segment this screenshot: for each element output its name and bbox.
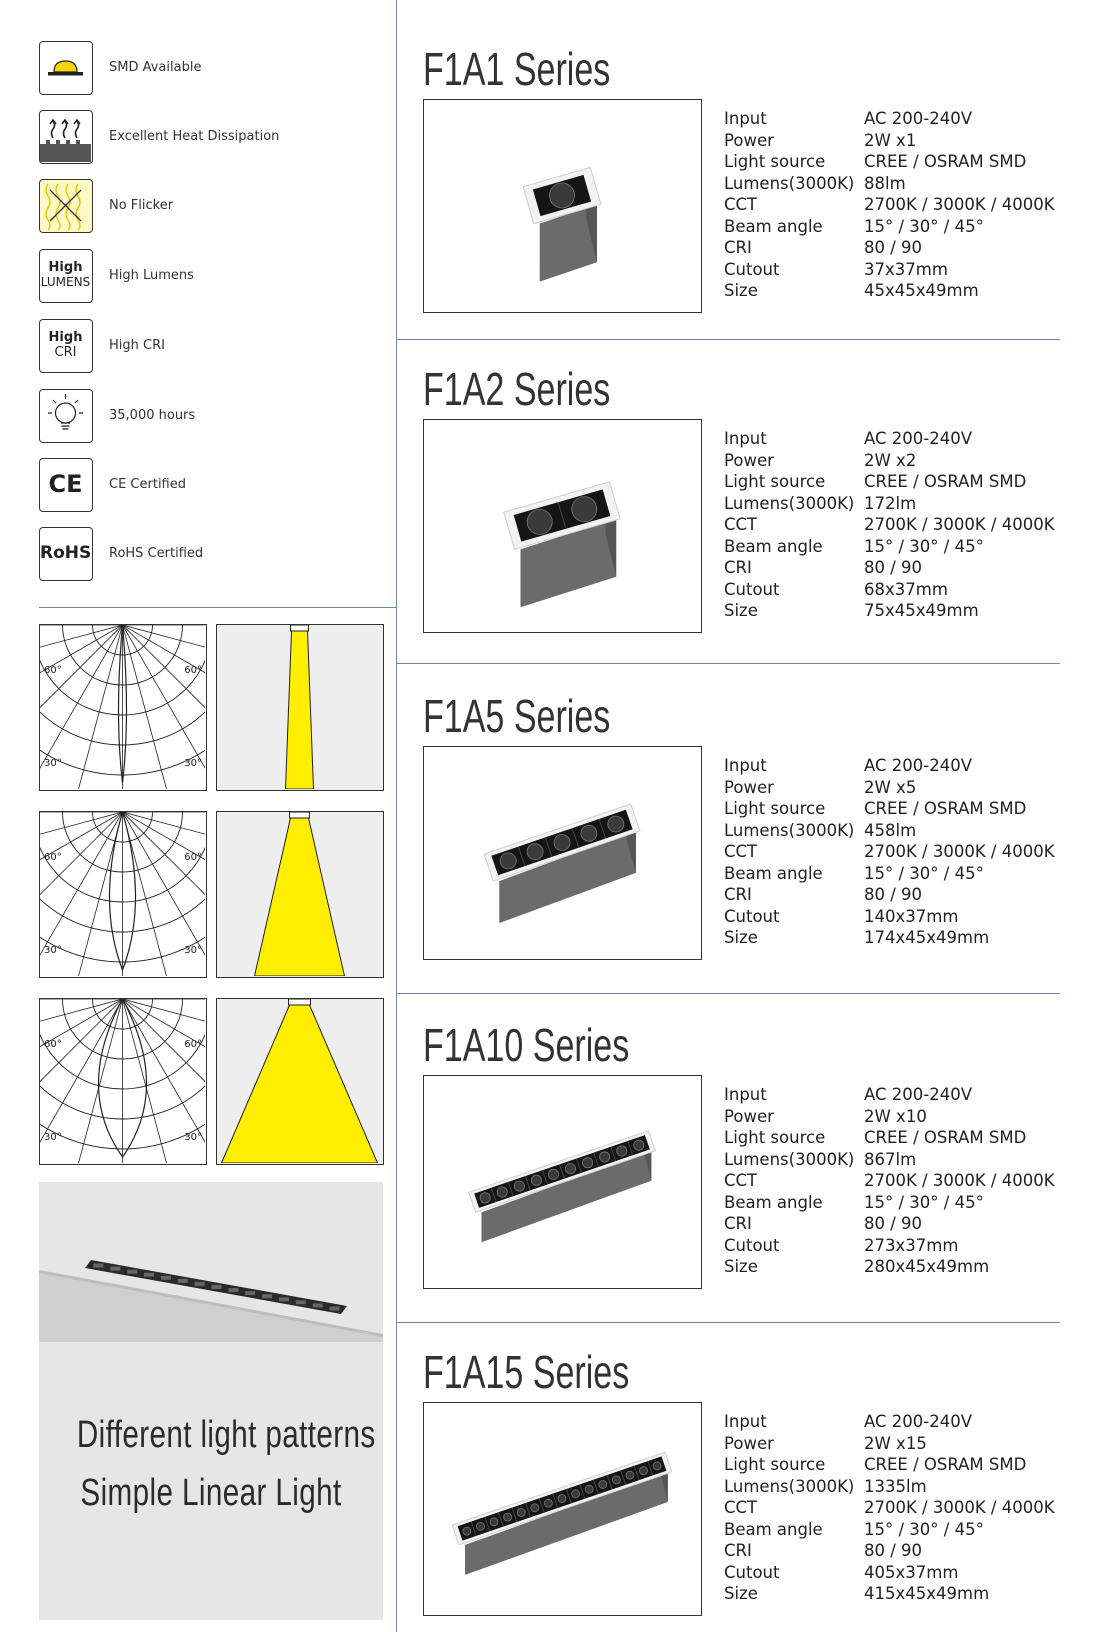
spec-table <box>724 428 1064 622</box>
spec-value: 174x45x49mm <box>864 928 990 947</box>
spec-key: Power <box>724 1433 774 1453</box>
spec-key: Lumens(3000K) <box>724 1149 855 1169</box>
product-image <box>423 746 702 960</box>
series-section <box>397 358 1060 638</box>
spec-value: CREE / OSRAM SMD <box>864 472 1027 491</box>
fixture-icon <box>424 420 700 631</box>
spec-row <box>724 471 1064 493</box>
product-image <box>423 99 702 313</box>
feature-label: SMD Available <box>109 60 202 75</box>
spec-value: AC 200-240V <box>864 429 972 448</box>
spec-value: 458lm <box>864 820 917 840</box>
spec-table <box>724 1411 1064 1605</box>
polar-svg <box>40 625 205 789</box>
feature-row <box>39 41 379 97</box>
spec-key: CCT <box>724 1498 758 1517</box>
spec-key: Power <box>724 130 774 150</box>
spec-row <box>724 514 1064 536</box>
spec-key: Beam angle <box>724 536 823 556</box>
spec-row <box>724 1256 1064 1278</box>
spec-row <box>724 1583 1064 1605</box>
spec-key: Input <box>724 756 767 775</box>
polar-label-lower-left: 30° <box>44 758 62 769</box>
spec-value: 2W x2 <box>864 450 917 470</box>
spec-value: 140x37mm <box>864 906 959 926</box>
icon-text: RoHS <box>40 543 92 563</box>
spec-key: Light source <box>724 799 826 818</box>
product-image <box>423 1402 702 1616</box>
spec-key: Power <box>724 777 774 797</box>
high-cri-icon <box>39 319 93 373</box>
spec-value: 2700K / 3000K / 4000K <box>864 1171 1055 1190</box>
icon-text: High <box>48 260 83 275</box>
feature-row <box>39 319 379 375</box>
polar-label-upper-left: 60° <box>44 1039 62 1050</box>
spec-row <box>724 108 1064 130</box>
spec-row <box>724 1497 1064 1519</box>
spec-value: 15° / 30° / 45° <box>864 863 984 883</box>
section-divider <box>397 1322 1060 1323</box>
spec-value: 80 / 90 <box>864 885 923 904</box>
polar-svg <box>40 999 205 1163</box>
tagline-line-2: Simple Linear Light <box>80 1472 342 1514</box>
linear-light-scene <box>39 1182 383 1342</box>
spec-row <box>724 130 1064 152</box>
series-section <box>397 1341 1060 1621</box>
feature-label: CE Certified <box>109 477 186 492</box>
spec-key: Size <box>724 281 758 300</box>
spec-row <box>724 863 1064 885</box>
spec-row <box>724 237 1064 259</box>
spec-value: CREE / OSRAM SMD <box>864 1455 1027 1474</box>
spec-key: CCT <box>724 842 758 861</box>
series-title: F1A2 Series <box>423 363 611 415</box>
spec-row <box>724 1149 1064 1171</box>
beam-svg <box>217 812 382 976</box>
spec-row <box>724 777 1064 799</box>
spec-key: Size <box>724 928 758 947</box>
beam-svg <box>217 625 382 789</box>
smd-icon <box>39 41 93 95</box>
spec-value: 15° / 30° / 45° <box>864 536 984 556</box>
icon-text: CE <box>48 470 83 498</box>
spec-key: Lumens(3000K) <box>724 493 855 513</box>
spec-key: CRI <box>724 238 752 257</box>
spec-row <box>724 927 1064 949</box>
spec-row <box>724 1170 1064 1192</box>
spec-value: 88lm <box>864 173 906 193</box>
fixture-icon <box>424 1076 700 1287</box>
spec-table <box>724 755 1064 949</box>
spec-value: 2W x15 <box>864 1433 927 1453</box>
spec-key: Input <box>724 109 767 128</box>
beam-pattern <box>216 624 384 791</box>
spec-row <box>724 755 1064 777</box>
spec-value: 280x45x49mm <box>864 1257 990 1276</box>
product-image <box>423 419 702 633</box>
spec-key: Light source <box>724 152 826 171</box>
spec-key: Lumens(3000K) <box>724 173 855 193</box>
spec-key: Cutout <box>724 259 780 279</box>
spec-table <box>724 1084 1064 1278</box>
spec-row <box>724 579 1064 601</box>
spec-row <box>724 1540 1064 1562</box>
heat-dissipation-icon <box>39 110 93 164</box>
spec-key: Lumens(3000K) <box>724 820 855 840</box>
spec-key: Light source <box>724 1455 826 1474</box>
polar-label-lower-right: 30° <box>184 945 202 956</box>
spec-value: 2700K / 3000K / 4000K <box>864 515 1055 534</box>
spec-row <box>724 557 1064 579</box>
spec-row <box>724 906 1064 928</box>
spec-row <box>724 798 1064 820</box>
spec-key: CCT <box>724 515 758 534</box>
spec-value: 80 / 90 <box>864 1541 923 1560</box>
left-divider <box>39 607 397 608</box>
spec-key: Size <box>724 1584 758 1603</box>
spec-row <box>724 216 1064 238</box>
spec-value: 75x45x49mm <box>864 601 979 620</box>
bulb-icon <box>39 389 93 443</box>
spec-key: Beam angle <box>724 1192 823 1212</box>
spec-key: Cutout <box>724 579 780 599</box>
polar-label-upper-right: 60° <box>184 1039 202 1050</box>
spec-value: AC 200-240V <box>864 109 972 128</box>
section-divider <box>397 663 1060 664</box>
spec-row <box>724 259 1064 281</box>
spec-value: 45x45x49mm <box>864 281 979 300</box>
no-flicker-icon <box>39 179 93 233</box>
feature-label: 35,000 hours <box>109 408 196 423</box>
feature-label: No Flicker <box>109 198 174 213</box>
tagline-line-1: Different light patterns <box>76 1414 376 1456</box>
polar-label-lower-left: 30° <box>44 945 62 956</box>
spec-key: Cutout <box>724 1235 780 1255</box>
spec-key: Input <box>724 1085 767 1104</box>
spec-value: 2700K / 3000K / 4000K <box>864 1498 1055 1517</box>
polar-label-lower-right: 30° <box>184 758 202 769</box>
spec-key: Size <box>724 601 758 620</box>
series-title: F1A5 Series <box>423 690 611 742</box>
spec-row <box>724 600 1064 622</box>
spec-value: CREE / OSRAM SMD <box>864 1128 1027 1147</box>
spec-value: AC 200-240V <box>864 756 972 775</box>
spec-value: AC 200-240V <box>864 1085 972 1104</box>
spec-value: 172lm <box>864 493 917 513</box>
spec-row <box>724 841 1064 863</box>
spec-key: Beam angle <box>724 216 823 236</box>
polar-label-upper-left: 60° <box>44 665 62 676</box>
icon-text: High <box>48 330 83 345</box>
feature-row <box>39 110 379 166</box>
polar-label-upper-left: 60° <box>44 852 62 863</box>
spec-key: Power <box>724 1106 774 1126</box>
spec-key: Input <box>724 429 767 448</box>
spec-key: Cutout <box>724 906 780 926</box>
spec-value: 2W x1 <box>864 130 917 150</box>
high-lumens-icon <box>39 249 93 303</box>
polar-label-upper-right: 60° <box>184 852 202 863</box>
spec-key: CRI <box>724 558 752 577</box>
product-image <box>423 1075 702 1289</box>
spec-value: 80 / 90 <box>864 1214 923 1233</box>
rohs-icon <box>39 527 93 581</box>
polar-label-upper-right: 60° <box>184 665 202 676</box>
fixture-icon <box>424 1403 700 1614</box>
spec-table <box>724 108 1064 302</box>
spec-row <box>724 1454 1064 1476</box>
spec-row <box>724 1213 1064 1235</box>
spec-row <box>724 194 1064 216</box>
feature-label: High Lumens <box>109 268 194 283</box>
spec-key: CRI <box>724 1214 752 1233</box>
series-title: F1A15 Series <box>423 1346 630 1398</box>
spec-key: Power <box>724 450 774 470</box>
spec-value: 2700K / 3000K / 4000K <box>864 842 1055 861</box>
spec-value: 37x37mm <box>864 259 948 279</box>
spec-key: Light source <box>724 1128 826 1147</box>
spec-row <box>724 1411 1064 1433</box>
spec-value: 15° / 30° / 45° <box>864 1519 984 1539</box>
spec-row <box>724 1192 1064 1214</box>
spec-value: 405x37mm <box>864 1562 959 1582</box>
spec-key: Beam angle <box>724 1519 823 1539</box>
series-title: F1A1 Series <box>423 43 611 95</box>
series-section <box>397 1014 1060 1294</box>
spec-value: 80 / 90 <box>864 558 923 577</box>
feature-row <box>39 527 379 583</box>
series-section <box>397 685 1060 965</box>
polar-diagram <box>39 811 207 978</box>
section-divider <box>397 993 1060 994</box>
spec-key: CRI <box>724 885 752 904</box>
spec-row <box>724 450 1064 472</box>
feature-row <box>39 249 379 305</box>
spec-row <box>724 820 1064 842</box>
spec-value: 80 / 90 <box>864 238 923 257</box>
spec-row <box>724 1476 1064 1498</box>
beam-pattern <box>216 811 384 978</box>
feature-label: RoHS Certified <box>109 546 204 561</box>
spec-value: 68x37mm <box>864 579 948 599</box>
spec-key: Lumens(3000K) <box>724 1476 855 1496</box>
spec-key: Light source <box>724 472 826 491</box>
section-divider <box>397 339 1060 340</box>
spec-value: 273x37mm <box>864 1235 959 1255</box>
feature-label: Excellent Heat Dissipation <box>109 129 280 144</box>
spec-value: CREE / OSRAM SMD <box>864 799 1027 818</box>
spec-row <box>724 1562 1064 1584</box>
spec-row <box>724 493 1064 515</box>
spec-key: Beam angle <box>724 863 823 883</box>
series-title: F1A10 Series <box>423 1019 630 1071</box>
feature-label: High CRI <box>109 338 165 353</box>
beam-pattern <box>216 998 384 1165</box>
spec-row <box>724 1084 1064 1106</box>
spec-value: 2W x5 <box>864 777 917 797</box>
spec-row <box>724 173 1064 195</box>
spec-key: Input <box>724 1412 767 1431</box>
polar-svg <box>40 812 205 976</box>
spec-row <box>724 1127 1064 1149</box>
left-column <box>0 0 396 1632</box>
spec-key: Cutout <box>724 1562 780 1582</box>
icon-text: CRI <box>54 345 77 360</box>
fixture-icon <box>424 100 700 311</box>
spec-value: 1335lm <box>864 1476 927 1496</box>
beam-svg <box>217 999 382 1163</box>
spec-key: CRI <box>724 1541 752 1560</box>
spec-row <box>724 151 1064 173</box>
spec-value: AC 200-240V <box>864 1412 972 1431</box>
spec-row <box>724 884 1064 906</box>
spec-row <box>724 1519 1064 1541</box>
spec-key: CCT <box>724 1171 758 1190</box>
spec-row <box>724 428 1064 450</box>
polar-label-lower-right: 30° <box>184 1132 202 1143</box>
polar-diagram <box>39 998 207 1165</box>
spec-value: 15° / 30° / 45° <box>864 1192 984 1212</box>
feature-row <box>39 179 379 235</box>
spec-row <box>724 1235 1064 1257</box>
spec-value: 867lm <box>864 1149 917 1169</box>
polar-label-lower-left: 30° <box>44 1132 62 1143</box>
polar-diagram <box>39 624 207 791</box>
spec-row <box>724 1433 1064 1455</box>
icon-text: LUMENS <box>40 275 91 289</box>
ce-icon <box>39 458 93 512</box>
feature-row <box>39 458 379 514</box>
spec-value: 15° / 30° / 45° <box>864 216 984 236</box>
spec-row <box>724 1106 1064 1128</box>
spec-value: CREE / OSRAM SMD <box>864 152 1027 171</box>
spec-value: 2700K / 3000K / 4000K <box>864 195 1055 214</box>
spec-value: 415x45x49mm <box>864 1584 990 1603</box>
spec-key: CCT <box>724 195 758 214</box>
showcase-panel <box>39 1182 383 1620</box>
feature-row <box>39 389 379 445</box>
fixture-icon <box>424 747 700 958</box>
spec-value: 2W x10 <box>864 1106 927 1126</box>
spec-row <box>724 536 1064 558</box>
spec-row <box>724 280 1064 302</box>
spec-key: Size <box>724 1257 758 1276</box>
series-section <box>397 38 1060 318</box>
